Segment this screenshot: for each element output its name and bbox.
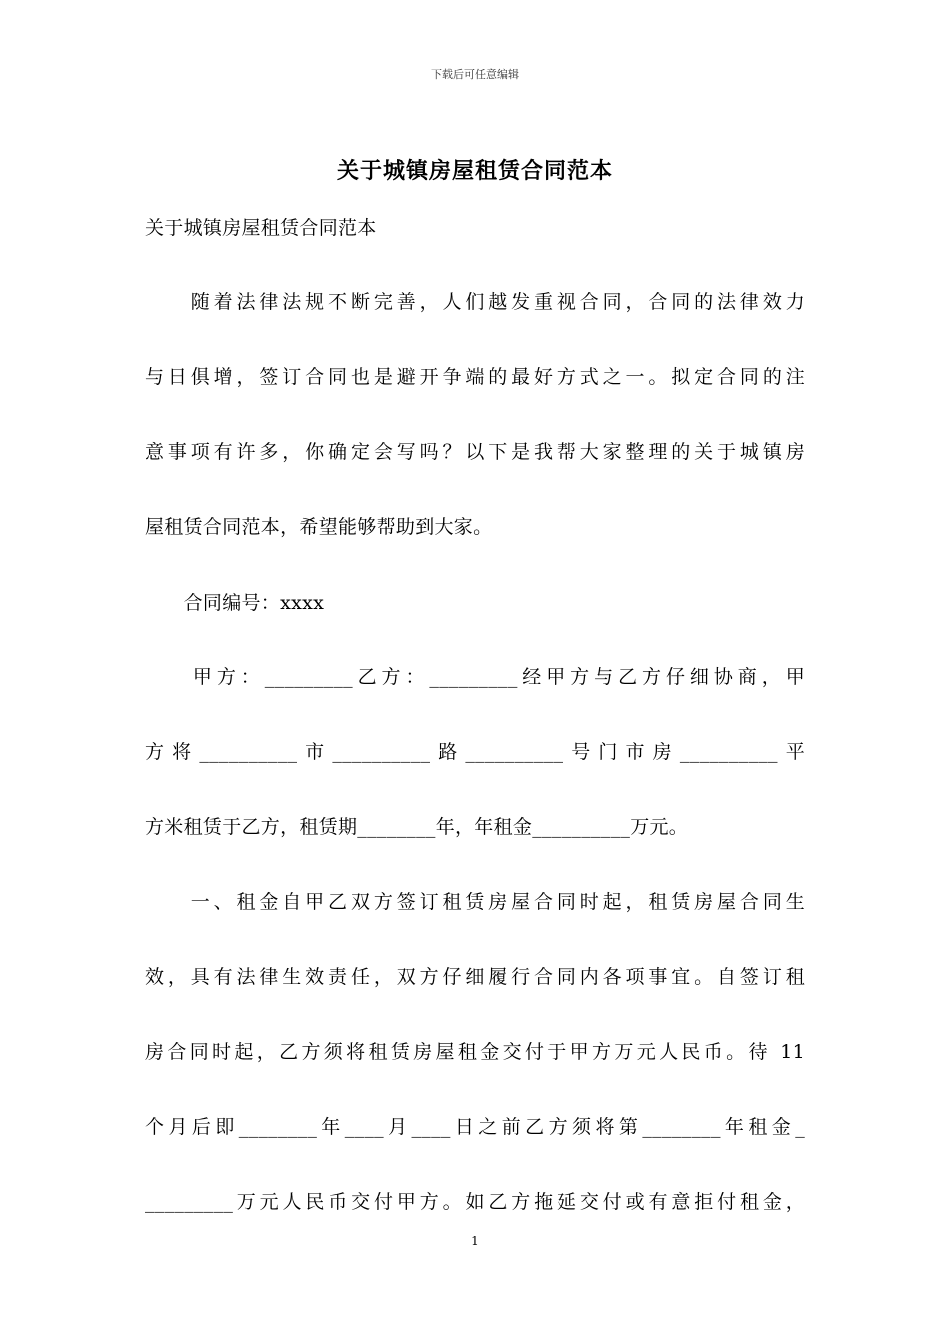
body-line: _________万元人民币交付甲方。如乙方拖延交付或有意拒付租金， (145, 1191, 805, 1213)
body-line: 合同编号：xxxx (145, 592, 325, 614)
header-note: 下载后可任意编辑 (431, 68, 519, 81)
body-line: 个月后即________年____月____日之前乙方须将第________年租金_ (145, 1116, 805, 1138)
document-title: 关于城镇房屋租赁合同范本 (336, 158, 613, 184)
body-line: 方将__________市__________路__________号门市房__________平 (145, 741, 805, 763)
body-line: 效，具有法律生效责任，双方仔细履行合同内各项事宜。自签订租 (145, 966, 805, 988)
body-line: 方米租赁于乙方，租赁期________年，年租金__________万元。 (145, 816, 689, 838)
body-line: 关于城镇房屋租赁合同范本 (145, 217, 377, 239)
body-line: 房合同时起，乙方须将租赁房屋租金交付于甲方万元人民币。待 11 (145, 1041, 805, 1063)
body-line: 一、租金自甲乙双方签订租赁房屋合同时起，租赁房屋合同生 (145, 891, 805, 913)
page-number: 1 (471, 1234, 479, 1248)
body-line: 甲方：_________乙方：_________经甲方与乙方仔细协商，甲 (145, 666, 805, 688)
body-line: 随着法律法规不断完善，人们越发重视合同，合同的法律效力 (145, 291, 805, 313)
body-line: 意事项有许多，你确定会写吗？以下是我帮大家整理的关于城镇房 (145, 441, 805, 463)
body-line: 与日俱增，签订合同也是避开争端的最好方式之一。拟定合同的注 (145, 366, 805, 388)
body-line: 屋租赁合同范本，希望能够帮助到大家。 (145, 516, 493, 538)
